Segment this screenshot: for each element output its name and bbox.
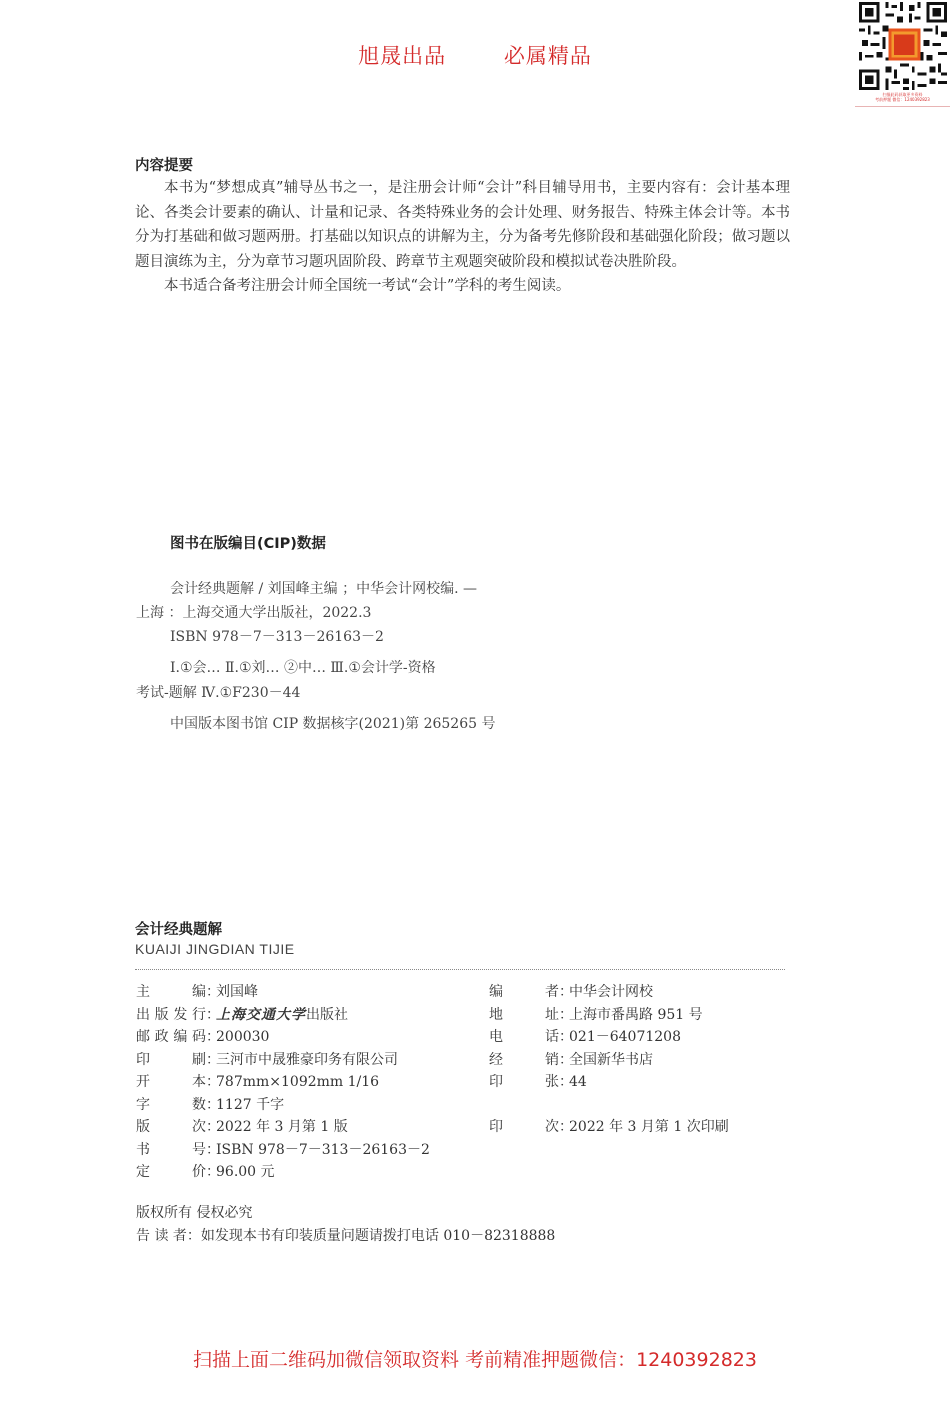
cip-line-6: 中国版本图书馆 CIP 数据核字(2021)第 265265 号 [170,716,496,732]
label-printing: 印次 [489,1119,559,1135]
value-editor: 中华会计网校 [569,984,653,1000]
label-editor: 编者 [489,984,559,1000]
info-row-editor: 编者 ： 中华会计网校 [489,981,789,1004]
info-row-words: 字数 ： 1127 千字 [136,1094,476,1117]
qr-caption-line2: 考前押题 微信：1240392823 [875,97,930,102]
cip-line-2: 上海 ：上海交通大学出版社，2022.3 [136,605,372,621]
info-row-printer: 印刷 ： 三河市中晟雅豪印务有限公司 [136,1049,476,1072]
info-row-edition: 版次 ： 2022 年 3 月第 1 版 [136,1116,476,1139]
info-row-sheets: 印张 ： 44 [489,1071,789,1094]
value-printing: 2022 年 3 月第 1 次印刷 [569,1119,729,1135]
label-sheets: 印张 [489,1074,559,1090]
qr-caption [855,92,950,102]
label-printer: 印刷 [136,1051,206,1068]
summary-paragraph-1: 本书为“梦想成真”辅导丛书之一，是注册会计师“会计”科目辅导用书，主要内容有：会计基本理论、各类会计要素的确认、计量和记录、各类特殊业务的会计处理、财务报告、特殊主体会计等。本书分为打基础和做习题两册。打基础以知识点的讲解为主，分为备考先修阶段和基础强化阶段；做习题以题目演练为主，分为章节习题巩固阶段、跨章节主观题突破阶段和模拟试卷决胜阶段。 [135,180,790,270]
label-chief-editor: 主编 [136,984,206,1000]
header-left-slogan: 旭晟出品 [358,44,447,68]
qr-code-icon[interactable] [858,2,948,90]
rights-line: 版权所有 侵权必究 [136,1205,253,1221]
reader-notice-text: 如发现本书有印装质量问题请拨打电话 010－82318888 [200,1228,556,1244]
value-format: 787mm×1092mm 1/16 [216,1074,380,1090]
info-row-price: 定价 ： 96.00 元 [136,1161,476,1184]
qr-divider [855,106,950,107]
value-distributor: 全国新华书店 [569,1051,653,1068]
reader-notice [136,1225,555,1248]
info-row-publisher: 出版发行 ： 上海交通大学 出版社 [136,1004,476,1027]
info-row-format: 开本 ： 787mm×1092mm 1/16 [136,1071,476,1094]
cip-title: 图书在版编目(CIP)数据 [170,536,326,552]
qr-caption-line1: 扫描此码获取更多资料 [882,92,923,97]
label-edition: 版次 [136,1119,206,1135]
info-row-postcode: 邮政编码 ： 200030 [136,1026,476,1049]
info-right-column [489,981,789,1139]
value-printer: 三河市中晟雅豪印务有限公司 [216,1051,398,1068]
header-banner [0,40,950,70]
cip-line-4: Ⅰ.①会… Ⅱ.①刘… ②中… Ⅲ.①会计学-资格 [170,660,436,676]
label-words: 字数 [136,1096,206,1113]
footer-banner: 扫描上面二维码加微信领取资料 考前精准押题微信：1240392823 [193,1349,757,1371]
summary-title: 内容提要 [135,158,193,174]
info-row-address: 地址 ： 上海市番禺路 951 号 [489,1004,789,1027]
label-phone: 电话 [489,1029,559,1045]
label-address: 地址 [489,1006,559,1023]
info-row-phone: 电话 ： 021－64071208 [489,1026,789,1049]
label-distributor: 经销 [489,1051,559,1068]
info-row-chief-editor: 主编 ： 刘国峰 [136,981,476,1004]
info-row-distributor: 经销 ： 全国新华书店 [489,1049,789,1072]
value-postcode: 200030 [216,1029,270,1045]
header-right-slogan: 必属精品 [503,44,592,68]
value-edition: 2022 年 3 月第 1 版 [216,1119,348,1135]
label-publisher: 出版发行 [136,1006,206,1023]
dotted-divider [135,969,785,970]
label-price: 定价 [136,1164,206,1180]
info-left-column [136,981,476,1184]
label-postcode: 邮政编码 [136,1029,206,1045]
info-row-isbn: 书号 ： ISBN 978－7－313－26163－2 [136,1139,476,1162]
value-isbn: ISBN 978－7－313－26163－2 [216,1141,430,1158]
value-address: 上海市番禺路 951 号 [569,1006,703,1023]
value-price: 96.00 元 [216,1164,275,1180]
cip-line-3: ISBN 978－7－313－26163－2 [170,629,384,645]
book-title: 会计经典题解 [135,922,222,938]
cip-line-1: 会计经典题解 / 刘国峰主编 ；中华会计网校编. — [170,581,477,597]
info-row-spacer [489,1094,789,1117]
label-format: 开本 [136,1074,206,1090]
summary-paragraph-2: 本书适合备考注册会计师全国统一考试“会计”学科的考生阅读。 [164,278,571,294]
value-words: 1127 千字 [216,1096,285,1113]
value-sheets: 44 [569,1074,587,1090]
book-pinyin: KUAIJI JINGDIAN TIJIE [135,941,295,957]
value-phone: 021－64071208 [569,1029,681,1045]
label-isbn: 书号 [136,1141,206,1158]
value-publisher-suffix: 出版社 [306,1006,348,1023]
summary-body [135,176,790,299]
info-row-printing: 印次 ： 2022 年 3 月第 1 次印刷 [489,1116,789,1139]
reader-notice-label: 告 读 者： [136,1228,201,1244]
cip-line-5: 考试-题解 Ⅳ.①F230－44 [136,685,301,701]
publisher-logo-text: 上海交通大学 [216,1006,306,1023]
value-chief-editor: 刘国峰 [216,984,258,1000]
